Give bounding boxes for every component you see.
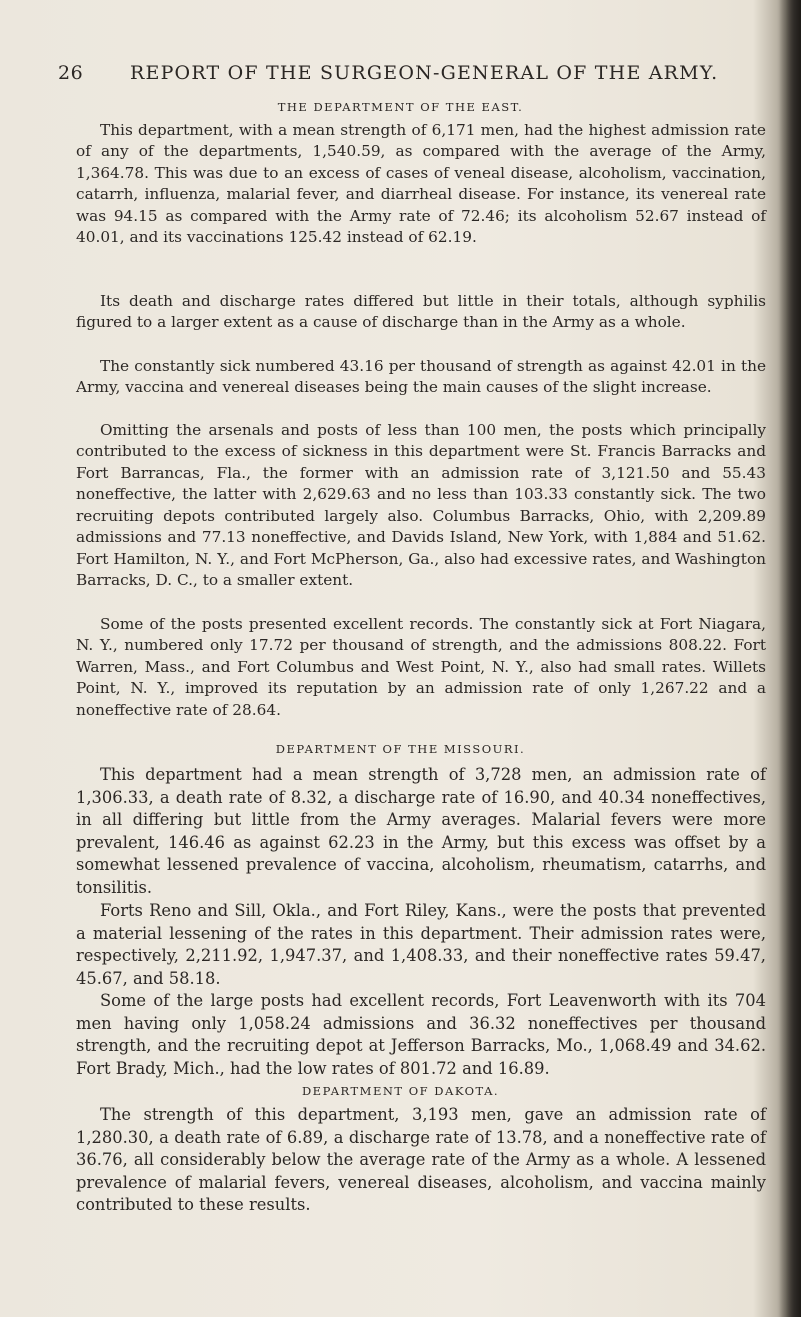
section-heading-dakota: DEPARTMENT OF DAKOTA. bbox=[301, 1084, 500, 1098]
page-number: 26 bbox=[58, 62, 84, 84]
paragraph-dakota-1: The strength of this department, 3,193 men, gave an admission rate of 1,280.30, a death rate of 6.89, a discharge rate of 13.78, and a noneffective rate of 36.76, all considerably below the average rate of the Army as a whole. A lessened prevalence of malarial fevers, venereal diseases, alcoholism, and vaccina mainly contributed to these results. bbox=[76, 1105, 766, 1215]
paragraph-east-1: This department, with a mean strength of 6,171 men, had the highest admission rate of any of the departments, 1,540.59, as compared with the average of the Army, 1,364.78. This was due to an excess of cases of veneal disease, alcoholism, vaccination, catarrh, influenza, malarial fever, and diarrheal disease. For instance, its venereal rate was 94.15 as compared with the Army rate of 72.46; its alcoholism 52.67 instead of 40.01, and its vaccinations 125.42 instead of 62.19. bbox=[76, 121, 766, 247]
paragraph-missouri-3: Some of the large posts had excellent records, Fort Leavenworth with its 704 men having only 1,058.24 admissions and 36.32 noneffectives per thousand strength, and the recruiting depot at Jefferson Barracks, Mo., 1,068.49 and 34.62. Fort Brady, Mich., had the low rates of 801.72 and 16.89. bbox=[76, 991, 766, 1078]
paragraph-east-4: Omitting the arsenals and posts of less than 100 men, the posts which principally contributed to the excess of sickness in this department were St. Francis Barracks and Fort Barrancas, Fla., the former with an admission rate of 3,121.50 and 55.43 noneffective, the latter with 2,629.63 and no less than 103.33 constantly sick. The two recruiting depots contributed largely also. Columbus Barracks, Ohio, with 2,209.89 admissions and 77.13 noneffective, and Davids Island, New York, with 1,884 and 51.62. Fort Hamilton, N. Y., and Fort McPherson, Ga., also had excessive rates, and Washington Barracks, D. C., to a smaller extent. bbox=[76, 421, 766, 590]
running-head bbox=[58, 62, 758, 92]
paragraph-east-3: The constantly sick numbered 43.16 per thousand of strength as against 42.01 in the Army, vaccina and venereal diseases being the main causes of the slight increase. bbox=[76, 357, 766, 397]
paragraph-missouri-2: Forts Reno and Sill, Okla., and Fort Riley, Kans., were the posts that prevented a material lessening of the rates in this department. Their admission rates were, respectively, 2,211.92, 1,947.37, and 1,408.33, and their noneffective rates 59.47, 45.67, and 58.18. bbox=[76, 901, 766, 988]
paragraph-missouri-1: This department had a mean strength of 3,728 men, an admission rate of 1,306.33, a death rate of 8.32, a discharge rate of 16.90, and 40.34 noneffectives, in all differing but little from the Army averages. Malarial fevers were more prevalent, 146.46 as against 62.23 in the Army, but this excess was offset by a somewhat lessened prevalence of vaccina, alcoholism, rheumatism, catarrhs, and tonsilitis. bbox=[76, 765, 766, 897]
page-binding-edge bbox=[779, 0, 801, 1317]
paragraph-east-2: Its death and discharge rates differed but little in their totals, although syphilis figured to a larger extent as a cause of discharge than in the Army as a whole. bbox=[76, 292, 766, 332]
paragraph-east-5: Some of the posts presented excellent records. The constantly sick at Fort Niagara, N. Y., numbered only 17.72 per thousand of strength, and the admissions 808.22. Fort Warren, Mass., and Fort Columbus and West Point, N. Y., also had small rates. Willets Point, N. Y., improved its reputation by an admission rate of only 1,267.22 and a noneffective rate of 28.64. bbox=[76, 615, 766, 719]
section-heading-missouri: DEPARTMENT OF THE MISSOURI. bbox=[275, 742, 526, 756]
section-heading-east: THE DEPARTMENT OF THE EAST. bbox=[277, 100, 524, 114]
running-title: REPORT OF THE SURGEON-GENERAL OF THE ARMY. bbox=[130, 62, 719, 84]
